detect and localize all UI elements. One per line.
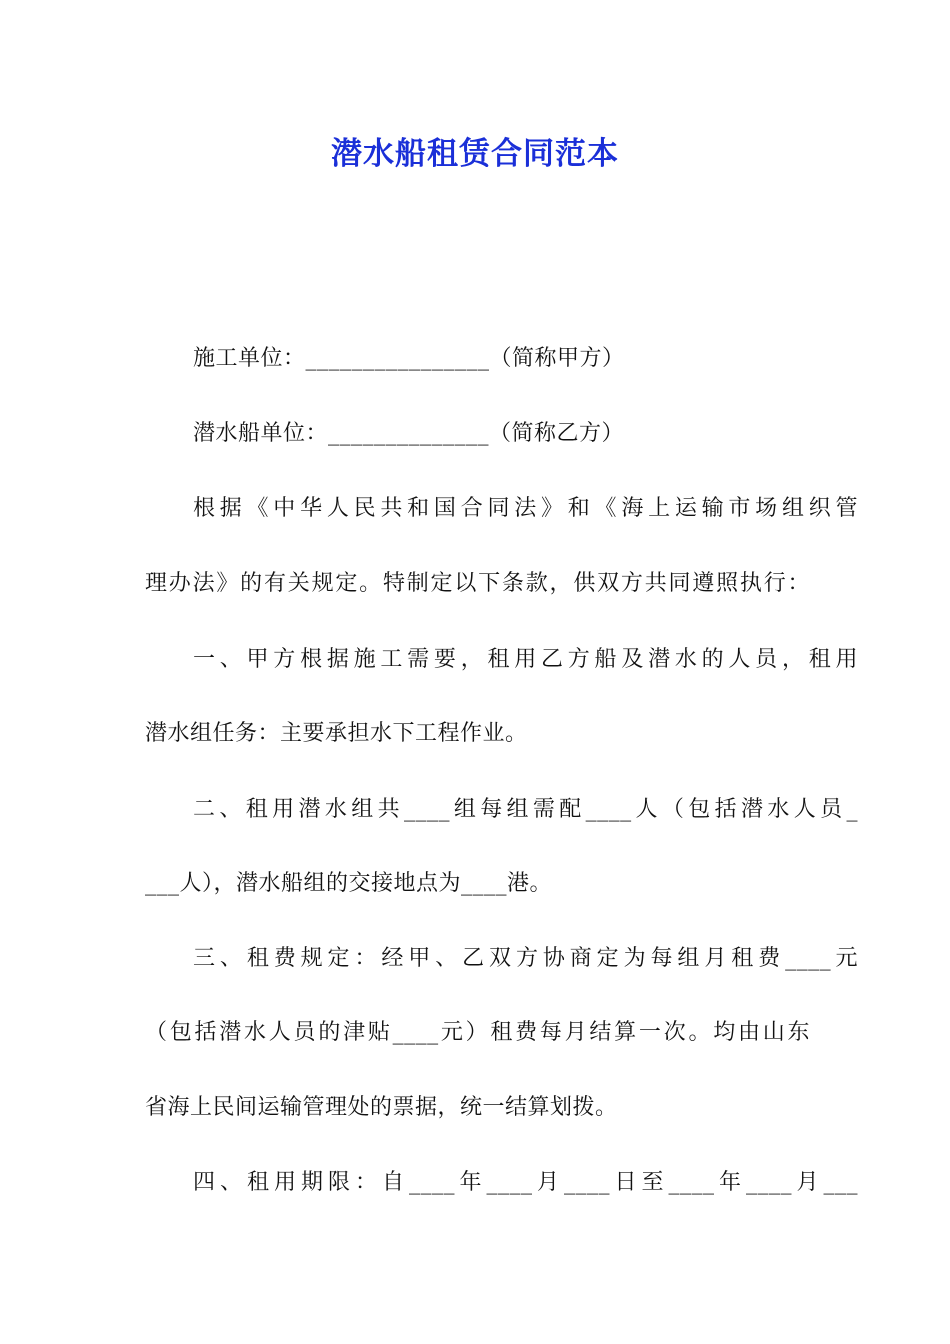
document-title: 潜水船租赁合同范本 — [331, 136, 619, 172]
clause-3-line-2: （包括潜水人员的津贴____元）租费每月结算一次。均由山东 — [145, 1020, 810, 1045]
clause-3-line-3: 省海上民间运输管理处的票据，统一结算划拨。 — [145, 1095, 618, 1120]
clause-2-line-2: ___人），潜水船组的交接地点为____港。 — [145, 871, 553, 896]
clause-4-line-1: 四、租用期限：自____年____月____日至____年____月___ — [193, 1170, 858, 1195]
paragraph-preamble-line-2: 理办法》的有关规定。特制定以下条款，供双方共同遵照执行： — [145, 571, 810, 596]
paragraph-preamble-line-1: 根据《中华人民共和国合同法》和《海上运输市场组织管 — [193, 496, 858, 521]
clause-1-line-1: 一、甲方根据施工需要，租用乙方船及潜水的人员，租用 — [193, 647, 858, 672]
clause-2-line-1: 二、租用潜水组共____组每组需配____人（包括潜水人员_ — [193, 797, 858, 822]
clause-1-line-2: 潜水组任务：主要承担水下工程作业。 — [145, 721, 528, 746]
construction-unit-line: 施工单位：________________（简称甲方） — [193, 346, 625, 371]
clause-3-line-1: 三、租费规定：经甲、乙双方协商定为每组月租费____元 — [193, 946, 858, 971]
submarine-unit-line: 潜水船单位：______________（简称乙方） — [193, 421, 625, 446]
